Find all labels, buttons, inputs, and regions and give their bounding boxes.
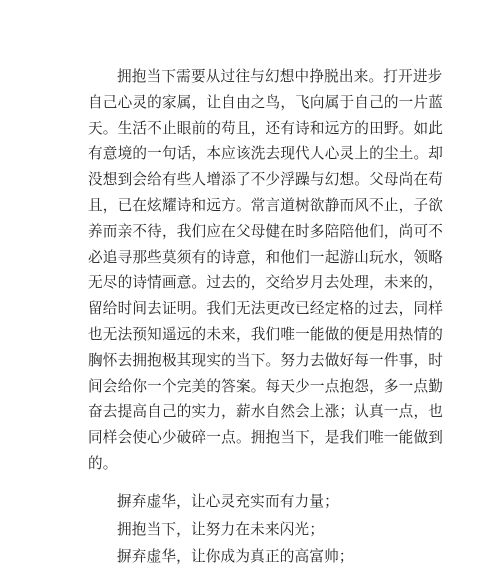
paragraph-line: 自己心灵的家属，让自由之鸟，飞向属于自己的一片蓝: [88, 93, 444, 111]
paragraph-line: 必追寻那些莫须有的诗意，和他们一起游山玩水，领略: [88, 248, 444, 266]
paragraph-line: 同样会使心少破碎一点。拥抱当下，是我们唯一能做到: [88, 429, 444, 447]
verse-list: [117, 488, 417, 571]
verse-line: 拥抱当下，让努力在未来闪光；: [117, 520, 325, 538]
paragraph-line: 胸怀去拥抱极其现实的当下。努力去做好每一件事，时: [88, 351, 444, 369]
verse-line: 摒弃虚华，让你成为真正的高富帅；: [117, 548, 354, 565]
paragraph-line: 且，已在炫耀诗和远方。常言道树欲静而风不止，子欲: [88, 196, 444, 214]
paragraph-line: 天。生活不止眼前的苟且，还有诗和远方的田野。如此: [88, 119, 444, 137]
paragraph-line: 养而亲不待，我们应在父母健在时多陪陪他们，尚可不: [88, 222, 444, 240]
paragraph-line: 没想到会给有些人增添了不少浮躁与幻想。父母尚在苟: [88, 171, 444, 189]
verse-line: 摒弃虚华，让心灵充实而有力量；: [117, 493, 339, 510]
paragraph-line: 的。: [88, 454, 118, 472]
paragraph-line: 有意境的一句话，本应该洗去现代人心灵上的尘土。却: [88, 145, 444, 163]
paragraph-line: 间会给你一个完美的答案。每天少一点抱怨，多一点勤: [88, 377, 444, 395]
paragraph-line: 也无法预知遥远的未来，我们唯一能做的便是用热情的: [88, 325, 444, 343]
paragraph-line: 留给时间去证明。我们无法更改已经定格的过去，同样: [88, 300, 444, 318]
paragraph-line: 拥抱当下需要从过往与幻想中挣脱出来。打开进步: [117, 68, 443, 85]
body-paragraph: [88, 64, 444, 477]
paragraph-line: 无尽的诗情画意。过去的，交给岁月去处理，未来的，: [88, 274, 444, 292]
paragraph-line: 奋去提高自己的实力，薪水自然会上涨；认真一点，也: [88, 403, 444, 421]
